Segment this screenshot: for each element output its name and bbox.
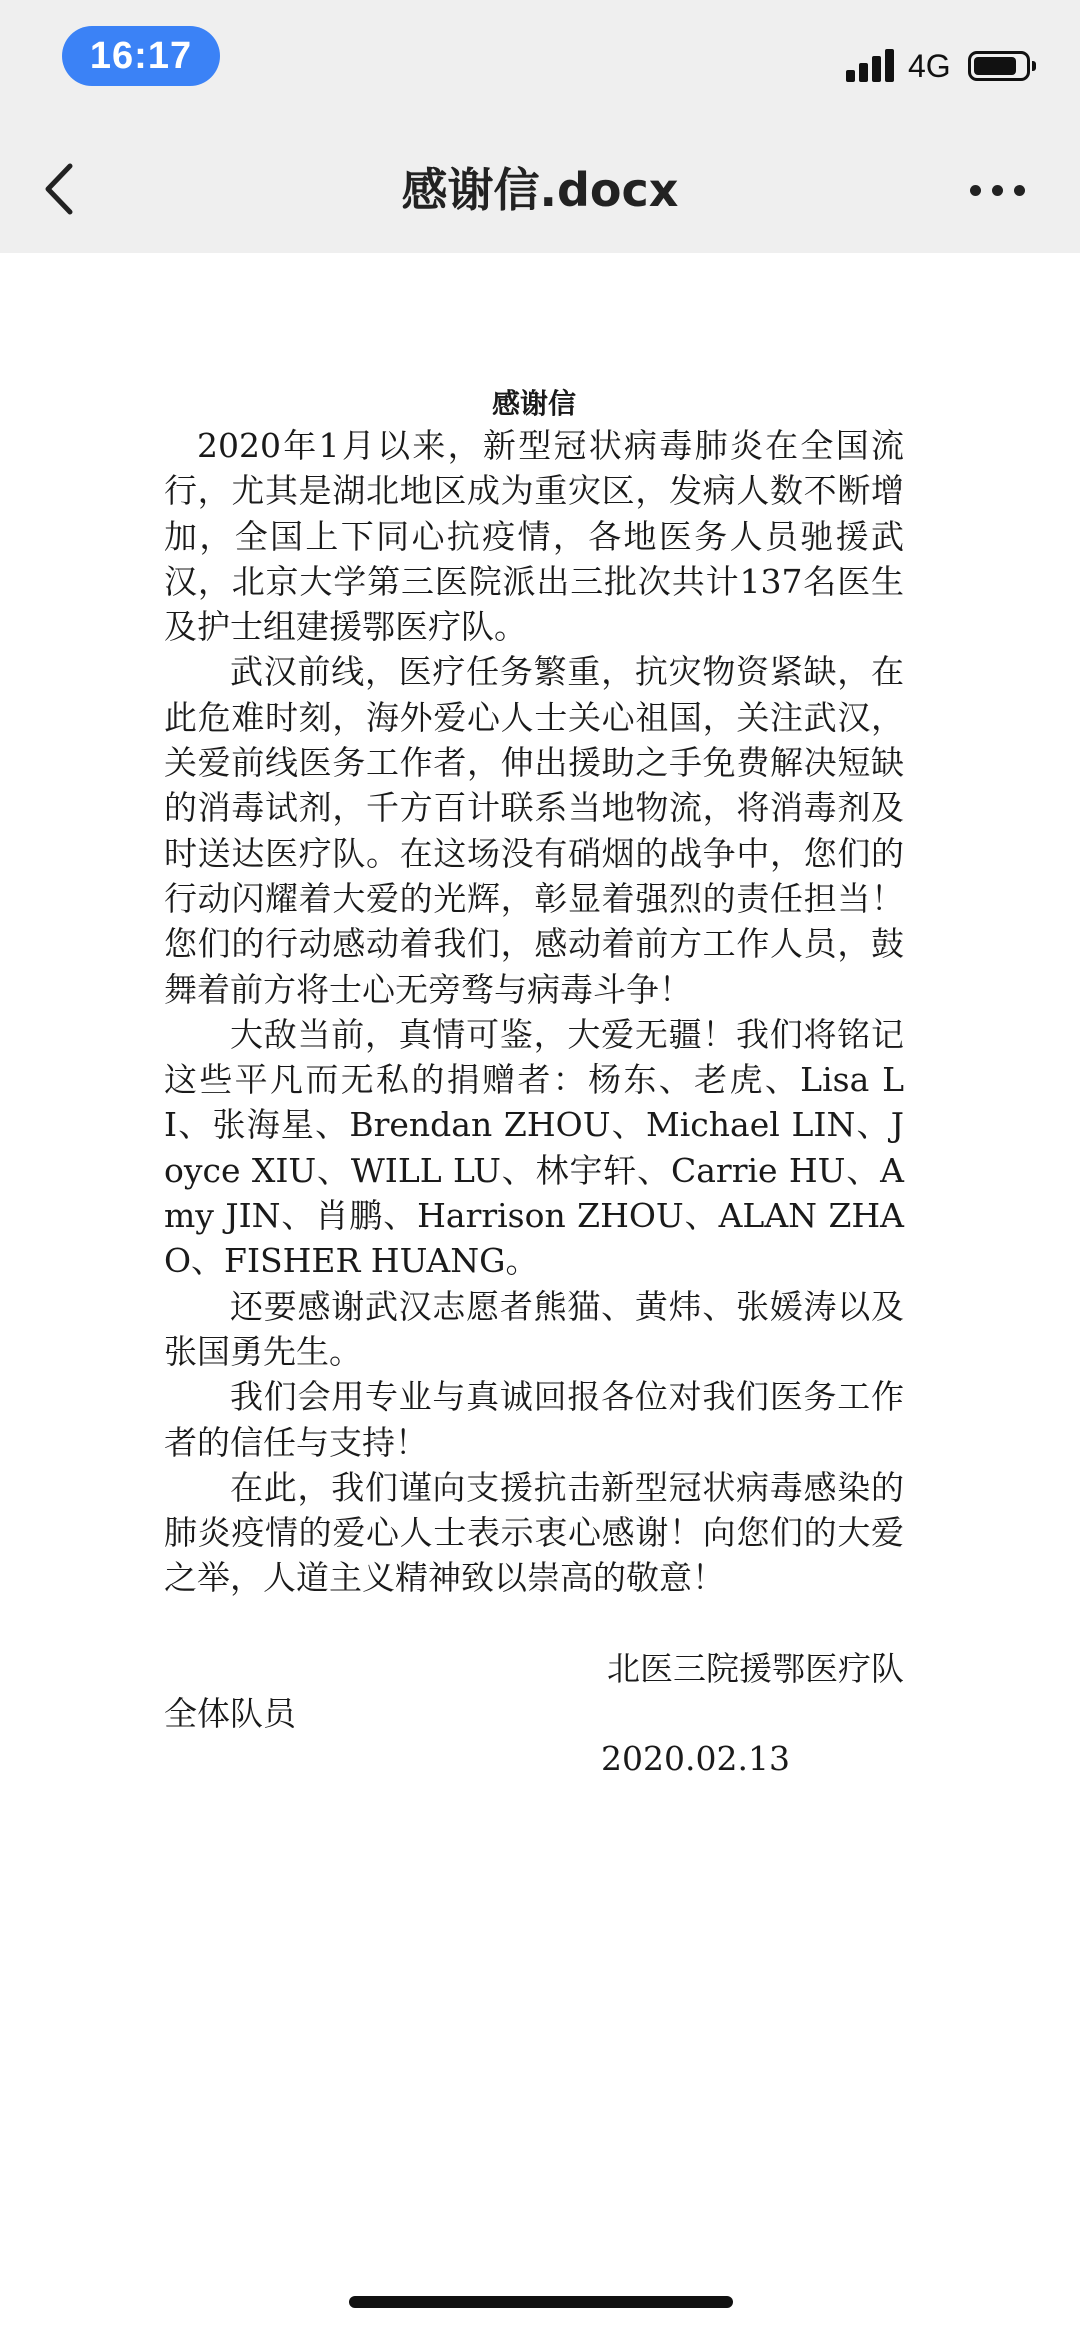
spacer — [164, 1601, 904, 1646]
chevron-left-icon — [38, 158, 84, 220]
paragraph-3: 大敌当前，真情可鉴，大爱无疆！我们将铭记这些平凡而无私的捐赠者：杨东、老虎、Lisa LI、张海星、Brendan ZHOU、Michael LIN、Joyce XIU、WILL LU、林宇轩、Carrie HU、Amy JIN、肖鹏、Harrison ZHOU、ALAN ZHAO、FISHER HUANG。 — [164, 1014, 904, 1281]
paragraph-5: 我们会用专业与真诚回报各位对我们医务工作者的信任与支持！ — [164, 1377, 904, 1462]
paragraph-4: 还要感谢武汉志愿者熊猫、黄炜、张媛涛以及张国勇先生。 — [164, 1286, 904, 1371]
more-button[interactable] — [968, 179, 1028, 203]
home-indicator[interactable] — [349, 2296, 733, 2308]
paragraph-2: 武汉前线，医疗任务繁重，抗灾物资紧缺，在此危难时刻，海外爱心人士关心祖国，关注武汉，关爱前线医务工作者，伸出援助之手免费解决短缺的消毒试剂，千方百计联系当地物流，将消毒剂及时送达医疗队。在这场没有硝烟的战争中，您们的行动闪耀着大爱的光辉，彰显着强烈的责任担当！您们的行动感动着我们，感动着前方工作人员，鼓舞着前方将士心无旁骛与病毒斗争！ — [164, 652, 904, 1009]
document-body — [164, 385, 904, 1782]
letter-heading: 感谢信 — [491, 387, 576, 420]
signature-members: 全体队员 — [164, 1694, 296, 1734]
signature-organization: 北医三院援鄂医疗队 — [607, 1648, 904, 1688]
more-horizontal-icon — [970, 185, 981, 196]
top-bar — [0, 0, 1080, 253]
status-time: 16:17 — [62, 26, 220, 86]
paragraph-1: 2020年1月以来，新型冠状病毒肺炎在全国流行，尤其是湖北地区成为重灾区，发病人数不断增加，全国上下同心抗疫情，各地医务人员驰援武汉，北京大学第三医院派出三批次共计137名医生及护士组建援鄂医疗队。 — [164, 426, 904, 647]
paragraph-6: 在此，我们谨向支援抗击新型冠状病毒感染的肺炎疫情的爱心人士表示衷心感谢！向您们的大爱之举，人道主义精神致以崇高的敬意！ — [164, 1467, 904, 1598]
signal-icon — [846, 48, 898, 82]
document-title: 感谢信.docx — [401, 163, 679, 217]
battery-icon — [968, 51, 1030, 81]
letter-date: 2020.02.13 — [601, 1739, 790, 1779]
network-label: 4G — [908, 48, 951, 84]
back-button[interactable] — [38, 158, 84, 220]
